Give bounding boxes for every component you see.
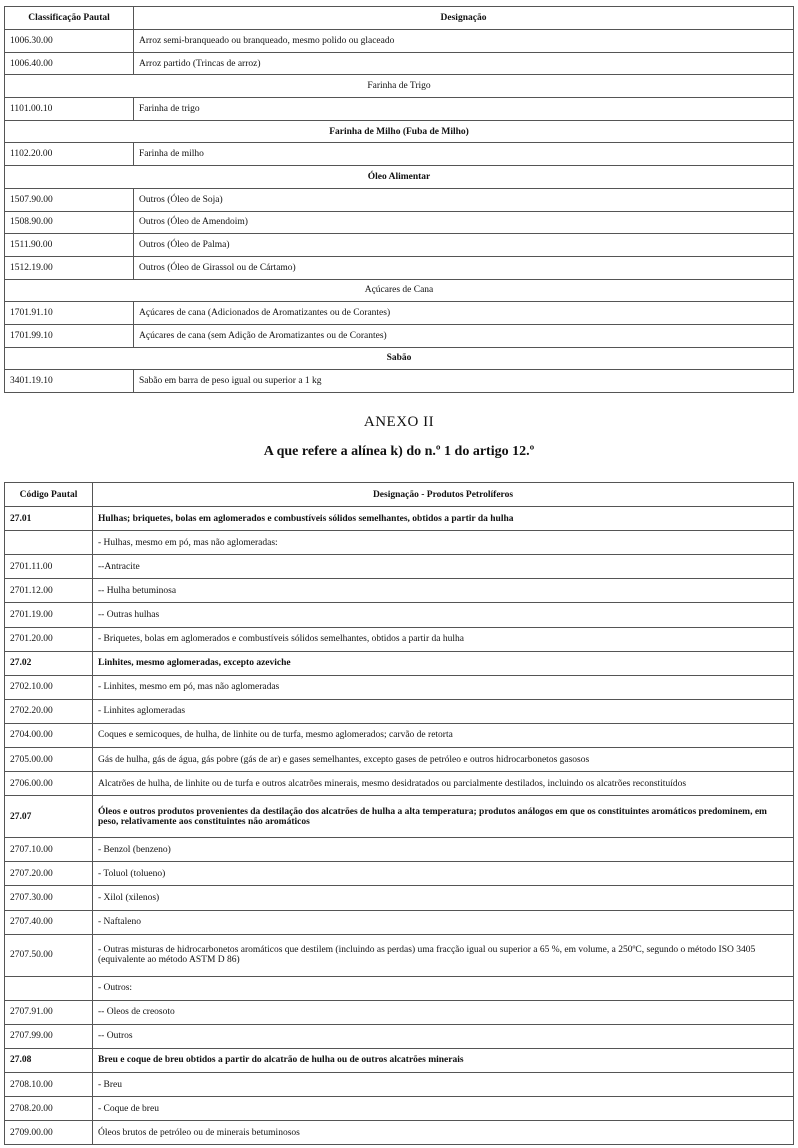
tariff-table-food — [4, 6, 794, 393]
designation-cell: - Briquetes, bolas em aglomerados e combustíveis sólidos semelhantes, obtidos a partir da hulha — [93, 627, 794, 651]
section-title: Farinha de Milho (Fuba de Milho) — [5, 120, 794, 143]
table-row — [5, 1000, 794, 1024]
designation-cell: Outros (Óleo de Amendoim) — [134, 211, 794, 234]
designation-cell: -- Hulha betuminosa — [93, 579, 794, 603]
tariff-code-cell: 1101.00.10 — [5, 98, 134, 121]
table-row — [5, 910, 794, 934]
designation-cell: Açúcares de cana (sem Adição de Aromatizantes ou de Corantes) — [134, 324, 794, 347]
designation-cell: --Antracite — [93, 555, 794, 579]
tariff-code-cell: 2708.10.00 — [5, 1072, 93, 1096]
designation-cell: - Naftaleno — [93, 910, 794, 934]
tariff-code-cell: 2707.40.00 — [5, 910, 93, 934]
table-row — [5, 1121, 794, 1145]
table-row — [5, 796, 794, 838]
table-row — [5, 1072, 794, 1096]
section-header-row — [5, 347, 794, 370]
table-row — [5, 370, 794, 393]
tariff-code-cell: 2707.99.00 — [5, 1024, 93, 1048]
tariff-code-cell: 2708.20.00 — [5, 1097, 93, 1121]
table-row — [5, 886, 794, 910]
designation-cell: Breu e coque de breu obtidos a partir do alcatrão de hulha ou de outros alcatrões minerais — [93, 1048, 794, 1072]
table-row — [5, 1048, 794, 1072]
tariff-code-cell: 1006.30.00 — [5, 30, 134, 53]
designation-cell: Sabão em barra de peso igual ou superior a 1 kg — [134, 370, 794, 393]
section-title: Óleo Alimentar — [5, 166, 794, 189]
designation-cell: - Breu — [93, 1072, 794, 1096]
tariff-code-cell: 3401.19.10 — [5, 370, 134, 393]
tariff-code-cell: 2707.30.00 — [5, 886, 93, 910]
section-header-row — [5, 279, 794, 302]
designation-cell: Açúcares de cana (Adicionados de Aromatizantes ou de Corantes) — [134, 302, 794, 325]
designation-cell: Farinha de milho — [134, 143, 794, 166]
tariff-code-cell: 2702.10.00 — [5, 675, 93, 699]
designation-cell: Farinha de trigo — [134, 98, 794, 121]
tariff-code-cell: 27.02 — [5, 651, 93, 675]
tariff-code-cell: 1102.20.00 — [5, 143, 134, 166]
designation-cell: Coques e semicoques, de hulha, de linhite ou de turfa, mesmo aglomerados; carvão de retorta — [93, 723, 794, 747]
tariff-table-petroleum — [4, 482, 794, 1145]
designation-cell: Óleos e outros produtos provenientes da destilação dos alcatrões de hulha a alta temperatura; produtos análogos em que os constituintes aromáticos predominem, em peso, relativamente aos constituintes não aromáticos — [93, 796, 794, 838]
designation-cell: - Outros: — [93, 976, 794, 1000]
tariff-code-cell: 2707.10.00 — [5, 838, 93, 862]
table-row — [5, 675, 794, 699]
table-row — [5, 143, 794, 166]
designation-cell: -- Outros — [93, 1024, 794, 1048]
designation-cell: - Xilol (xilenos) — [93, 886, 794, 910]
designation-cell: -- Outras hulhas — [93, 603, 794, 627]
table-row — [5, 627, 794, 651]
designation-cell: - Hulhas, mesmo em pó, mas não aglomeradas: — [93, 531, 794, 555]
table-row — [5, 555, 794, 579]
designation-cell: -- Oleos de creosoto — [93, 1000, 794, 1024]
designation-cell: Linhites, mesmo aglomeradas, excepto azeviche — [93, 651, 794, 675]
table-row — [5, 324, 794, 347]
table-row — [5, 976, 794, 1000]
designation-cell: Arroz partido (Trincas de arroz) — [134, 52, 794, 75]
table-row — [5, 98, 794, 121]
table-row — [5, 723, 794, 747]
table-row — [5, 1097, 794, 1121]
tariff-code-cell: 2704.00.00 — [5, 723, 93, 747]
table-row — [5, 772, 794, 796]
tariff-code-cell: 2707.20.00 — [5, 862, 93, 886]
table-row — [5, 603, 794, 627]
designation-cell: - Benzol (benzeno) — [93, 838, 794, 862]
designation-cell: Hulhas; briquetes, bolas em aglomerados e combustíveis sólidos semelhantes, obtidos a partir da hulha — [93, 507, 794, 531]
tariff-code-cell: 2701.12.00 — [5, 579, 93, 603]
table-row — [5, 1024, 794, 1048]
table-row — [5, 188, 794, 211]
section-header-row — [5, 120, 794, 143]
tariff-code-cell: 1508.90.00 — [5, 211, 134, 234]
column-header-designation-petroleum: Designação - Produtos Petrolíferos — [93, 483, 794, 507]
table-row — [5, 531, 794, 555]
designation-cell: Outros (Óleo de Girassol ou de Cártamo) — [134, 256, 794, 279]
table-row — [5, 211, 794, 234]
table-row — [5, 862, 794, 886]
tariff-code-cell: 2701.19.00 — [5, 603, 93, 627]
tariff-code-cell: 2705.00.00 — [5, 748, 93, 772]
designation-cell: Outros (Óleo de Soja) — [134, 188, 794, 211]
annex-title: ANEXO II — [363, 414, 435, 430]
tariff-code-cell: 1512.19.00 — [5, 256, 134, 279]
section-header-row — [5, 75, 794, 98]
annex-subtitle: A que refere a alínea k) do n.º 1 do artigo 12.º — [263, 444, 535, 459]
table-header-row — [5, 483, 794, 507]
column-header-designation: Designação — [134, 7, 794, 30]
column-header-classification: Classificação Pautal — [5, 7, 134, 30]
tariff-code-cell: 2701.20.00 — [5, 627, 93, 651]
section-title: Açúcares de Cana — [5, 279, 794, 302]
table-row — [5, 52, 794, 75]
tariff-code-cell: 2709.00.00 — [5, 1121, 93, 1145]
tariff-code-cell — [5, 531, 93, 555]
table-row — [5, 651, 794, 675]
tariff-code-cell: 2706.00.00 — [5, 772, 93, 796]
tariff-code-cell: 27.07 — [5, 796, 93, 838]
tariff-code-cell: 1701.99.10 — [5, 324, 134, 347]
table-row — [5, 699, 794, 723]
table-row — [5, 934, 794, 976]
designation-cell: Óleos brutos de petróleo ou de minerais betuminosos — [93, 1121, 794, 1145]
designation-cell: - Linhites, mesmo em pó, mas não aglomeradas — [93, 675, 794, 699]
table-row — [5, 507, 794, 531]
designation-cell: - Toluol (tolueno) — [93, 862, 794, 886]
table-row — [5, 30, 794, 53]
table-row — [5, 302, 794, 325]
designation-cell: - Coque de breu — [93, 1097, 794, 1121]
tariff-code-cell: 2702.20.00 — [5, 699, 93, 723]
designation-cell: - Outras misturas de hidrocarbonetos aromáticos que destilem (incluindo as perdas) uma fracção igual ou superior a 65 %, em volume, a 250ºC, segundo o método ISO 3405 (equivalente ao método ASTM D 86) — [93, 934, 794, 976]
section-header-row — [5, 166, 794, 189]
designation-cell: - Linhites aglomeradas — [93, 699, 794, 723]
tariff-code-cell: 2701.11.00 — [5, 555, 93, 579]
tariff-code-cell: 2707.50.00 — [5, 934, 93, 976]
designation-cell: Outros (Óleo de Palma) — [134, 234, 794, 257]
designation-cell: Arroz semi-branqueado ou branqueado, mesmo polido ou glaceado — [134, 30, 794, 53]
section-title: Sabão — [5, 347, 794, 370]
tariff-code-cell: 2707.91.00 — [5, 1000, 93, 1024]
table-row — [5, 256, 794, 279]
designation-cell: Alcatrões de hulha, de linhite ou de turfa e outros alcatrões minerais, mesmo desidratados ou parcialmente destilados, incluindo os alcatrões reconstituídos — [93, 772, 794, 796]
table-row — [5, 579, 794, 603]
tariff-code-cell: 27.08 — [5, 1048, 93, 1072]
section-title: Farinha de Trigo — [5, 75, 794, 98]
table-row — [5, 838, 794, 862]
designation-cell: Gás de hulha, gás de água, gás pobre (gás de ar) e gases semelhantes, excepto gases de petróleo e outros hidrocarbonetos gasosos — [93, 748, 794, 772]
table-row — [5, 234, 794, 257]
tariff-code-cell: 1507.90.00 — [5, 188, 134, 211]
tariff-code-cell — [5, 976, 93, 1000]
column-header-tariff-code: Código Pautal — [5, 483, 93, 507]
tariff-code-cell: 1701.91.10 — [5, 302, 134, 325]
tariff-code-cell: 1511.90.00 — [5, 234, 134, 257]
tariff-code-cell: 27.01 — [5, 507, 93, 531]
table-header-row — [5, 7, 794, 30]
table-row — [5, 748, 794, 772]
tariff-code-cell: 1006.40.00 — [5, 52, 134, 75]
